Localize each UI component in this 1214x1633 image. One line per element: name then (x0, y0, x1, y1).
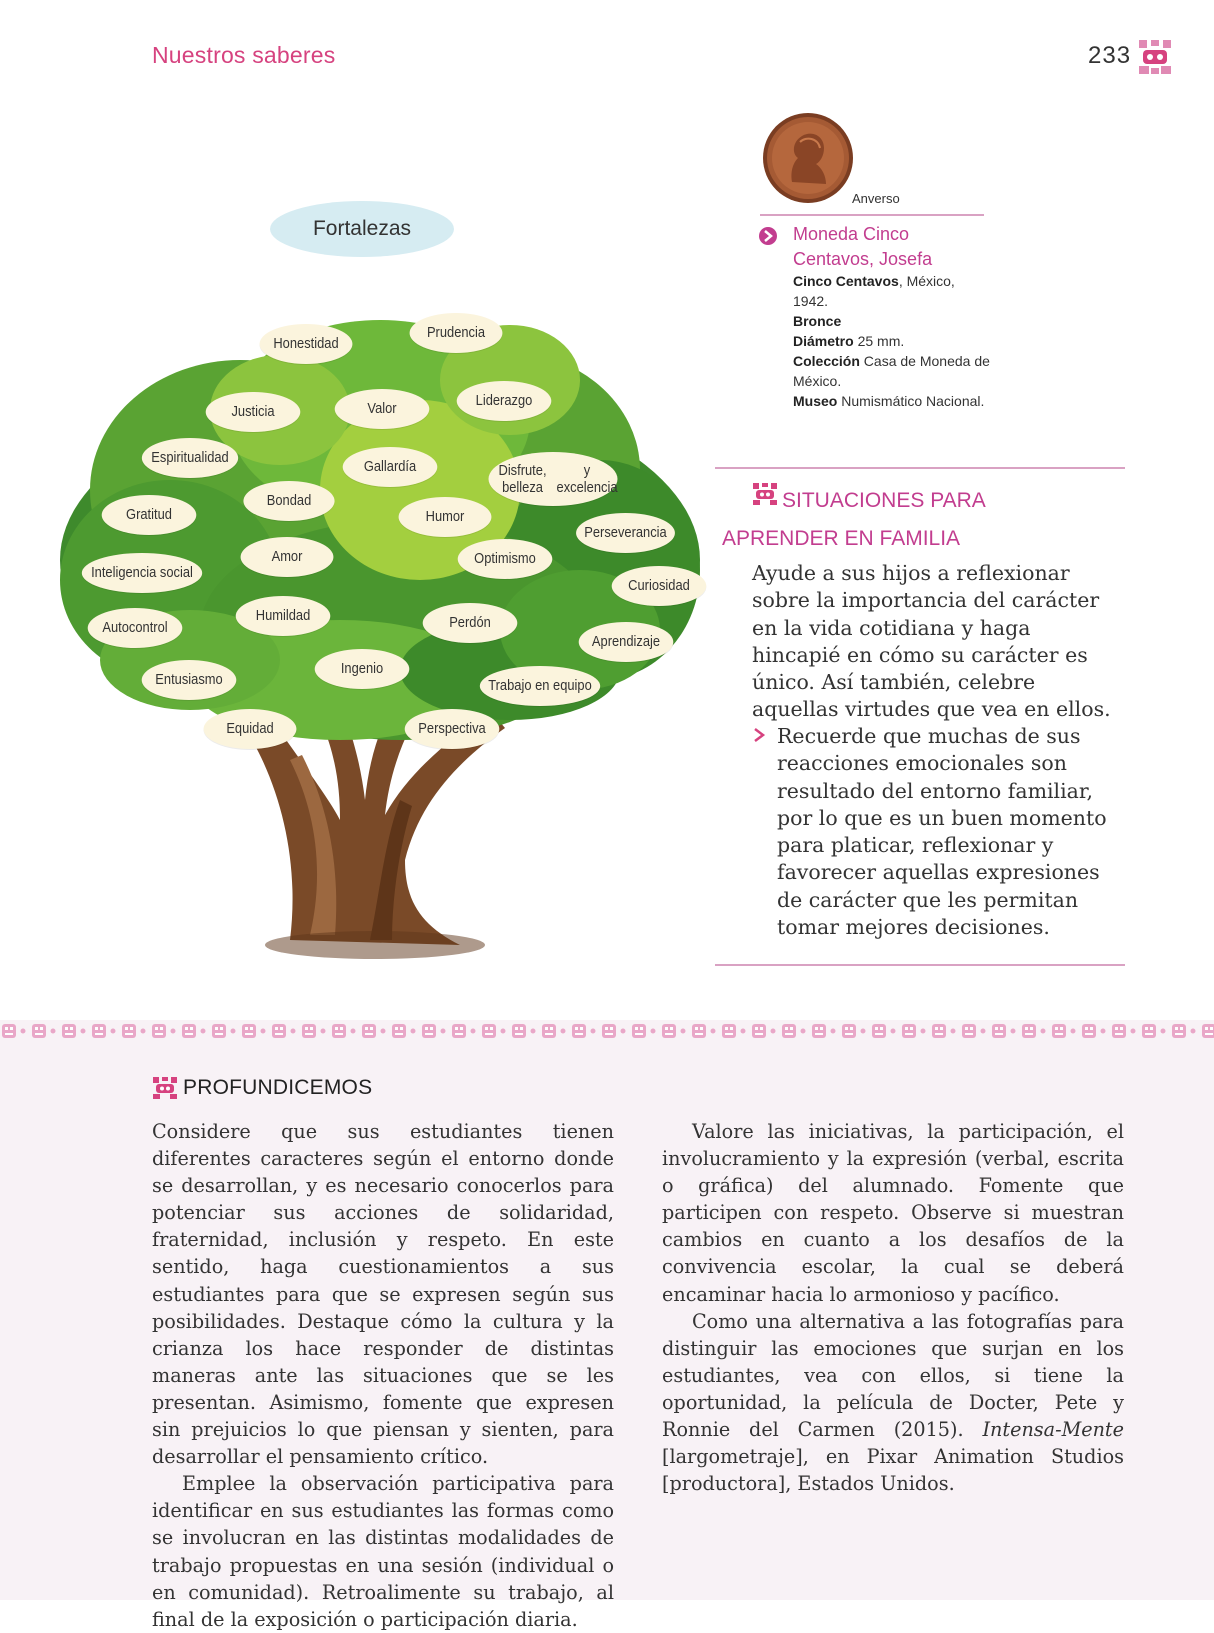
label-espiritualidad: Espiritualidad (142, 438, 238, 478)
family-heading-line2: APRENDER EN FAMILIA (722, 527, 961, 550)
tree-title: Fortalezas (270, 201, 454, 257)
glyph-ornament-icon (1137, 38, 1173, 76)
label-perdon: Perdón (423, 603, 518, 643)
label-entusiasmo: Entusiasmo (142, 660, 237, 700)
glyph-ornament-icon (152, 1076, 178, 1100)
coin-divider (760, 214, 984, 216)
label-gratitud: Gratitud (102, 495, 197, 535)
profundicemos-column-1 (152, 1118, 614, 1633)
label-prudencia: Prudencia (410, 313, 503, 353)
chevron-right-icon (752, 725, 768, 745)
label-valor: Valor (335, 389, 430, 429)
label-equidad: Equidad (204, 709, 297, 749)
family-top-rule (715, 467, 1125, 469)
coin-name: Cinco Centavos (793, 273, 899, 289)
profundicemos-heading: PROFUNDICEMOS (183, 1076, 373, 1099)
family-heading (722, 482, 1102, 558)
coin-collection-value: Casa de Moneda de México. (793, 353, 990, 389)
label-perseverancia: Perseverancia (576, 513, 675, 553)
profundicemos-paragraph-1: Considere que sus estudiantes tienen diferentes caracteres según el entorno donde se desarrollan, y es necesario conocerlos para potenciar sus acciones de solidaridad, fraternidad, inclusión y respeto. En este sentido, haga cuestionamientos a sus estudiantes para que se expresen según sus posibilidades. Destaque cómo la cultura y la crianza los hace responder de distintas maneras ante las situaciones que se les presentan. Asimismo, fomente que expresen sin prejuicios lo que piensan y sienten, para desarrollar el pensamiento crítico. (152, 1120, 614, 1469)
label-inteligencia-social: Inteligencia social (82, 553, 202, 593)
label-disfrute-line1: Disfrute, belleza (498, 461, 547, 496)
coin-museum-value: Numismático Nacional. (837, 393, 985, 409)
running-head: Nuestros saberes (152, 42, 336, 68)
label-gallardia: Gallardía (343, 447, 438, 487)
profundicemos-column-2 (662, 1118, 1124, 1497)
profundicemos-paragraph-2: Emplee la observación participativa para identificar en sus estudiantes las formas como se involucran en las distintas modalidades de trabajo propuestas en una sesión (individual o en comunidad). Retroalimente su trabajo, al final de la exposición o participación diaria. (152, 1472, 614, 1631)
profundicemos-paragraph-4 (662, 1308, 1124, 1498)
label-perspectiva: Perspectiva (405, 709, 500, 749)
coin-title-line1: Moneda Cinco (793, 224, 910, 244)
arrow-circle-icon (758, 226, 778, 246)
label-amor: Amor (241, 537, 334, 577)
label-disfrute (489, 452, 618, 506)
label-autocontrol: Autocontrol (88, 608, 183, 648)
decorative-border (0, 1020, 1214, 1042)
coin-caption: Anverso (852, 191, 900, 206)
coin-title (793, 222, 993, 272)
coin-collection-label: Colección (793, 353, 860, 369)
family-heading-line1: SITUACIONES PARA (782, 489, 986, 512)
coin-image (762, 112, 854, 204)
coin-diameter-value: 25 mm. (853, 333, 905, 349)
coin-details (793, 271, 993, 411)
label-optimismo: Optimismo (458, 539, 553, 579)
label-honestidad: Honestidad (260, 324, 353, 364)
label-curiosidad: Curiosidad (612, 566, 707, 606)
film-title: Intensa-Mente (982, 1418, 1124, 1442)
page-number: 233 (1088, 42, 1132, 69)
label-trabajo-en-equipo: Trabajo en equipo (480, 666, 600, 706)
family-body: Ayude a sus hijos a reflexionar sobre la importancia del carácter en la vida cotidiana y haga hincapié en cómo su carácter es único. Así también, celebre aquellas virtudes que vea en ellos. (752, 561, 1111, 722)
label-ingenio: Ingenio (315, 649, 410, 689)
label-liderazgo: Liderazgo (457, 381, 552, 421)
label-disfrute-line2: y excelencia (556, 461, 618, 496)
family-bullet: Recuerde que muchas de sus reacciones emocionales son resultado del entorno familiar, por lo que es un buen momento para platicar, reflexionar y favorecer aquellas expresiones de carácter que les permitan tomar mejores decisiones. (777, 724, 1107, 940)
paragraph-4-text: Como una alternativa a las fotografías para distinguir las emociones que surjan en los estudiantes, vea con ellos, si tiene la oportunidad, la película de Docter, Pete y Ronnie del Carmen (2015). (662, 1309, 1124, 1442)
coin-title-line2: Centavos, Josefa (793, 249, 933, 269)
label-humor: Humor (399, 497, 492, 537)
label-justicia: Justicia (206, 392, 301, 432)
coin-name-rest: , México, 1942. (793, 273, 955, 309)
coin-museum-label: Museo (793, 393, 838, 409)
label-aprendizaje: Aprendizaje (579, 622, 674, 662)
profundicemos-paragraph-3: Valore las iniciativas, la participación, el involucramiento y la expresión (verbal, escrita o gráfica) del alumnado. Fomente que participen con respeto. Observe si muestran cambios en cuanto a los desafíos de la convivencia escolar, la cual se deberá encaminar hacia lo armonioso y pacífico. (662, 1120, 1124, 1306)
coin-material: Bronce (793, 313, 842, 329)
coin-diameter-label: Diámetro (793, 333, 854, 349)
label-bondad: Bondad (243, 481, 334, 521)
paragraph-4-tail: [largometraje], en Pixar Animation Studios [productora], Estados Unidos. (662, 1445, 1124, 1496)
family-bottom-rule (715, 964, 1125, 966)
label-humildad: Humildad (236, 596, 331, 636)
